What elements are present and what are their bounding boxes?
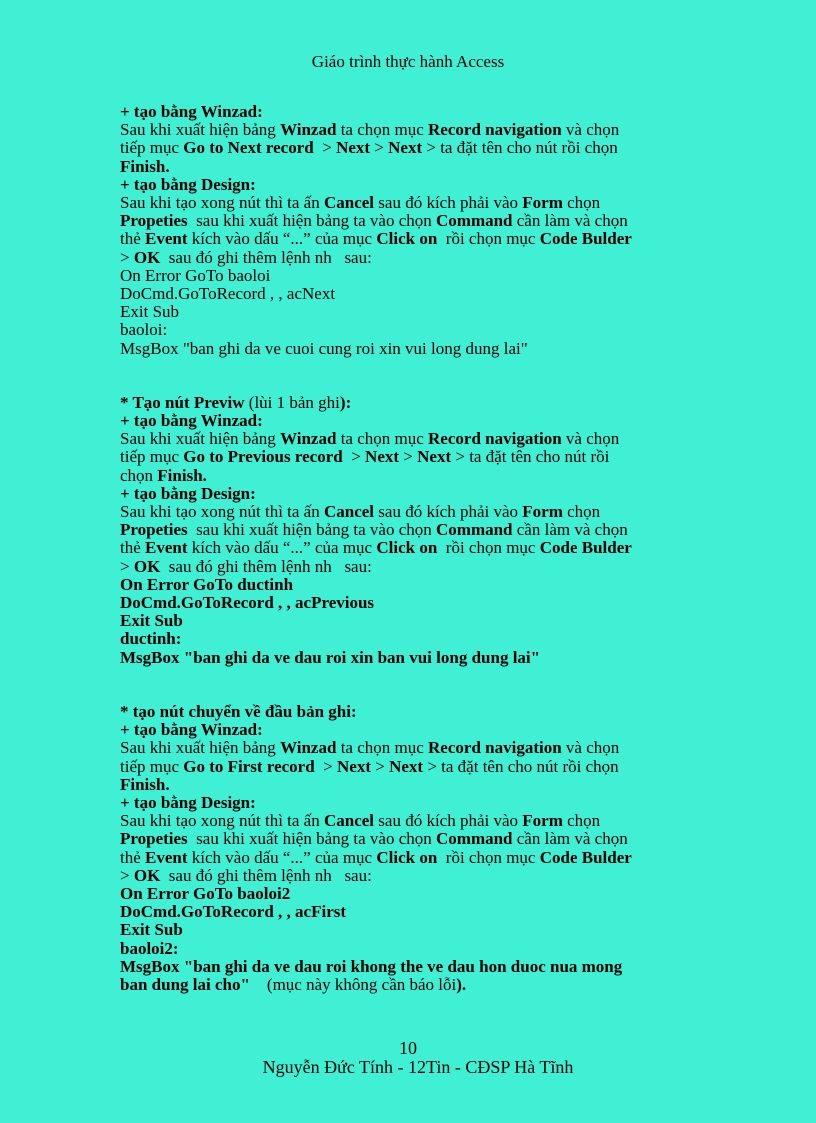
text-segment: Finish. xyxy=(157,465,207,485)
text-segment: và chọn xyxy=(561,429,620,449)
text-segment: Finish. xyxy=(120,774,170,794)
text-segment: sau khi xuất hiện bảng ta vào chọn xyxy=(187,829,436,849)
footer-separator: - xyxy=(393,1057,409,1077)
text-segment: Code Bulder xyxy=(539,538,632,558)
text-line xyxy=(120,303,700,321)
text-segment: và chọn xyxy=(561,120,620,140)
text-line xyxy=(120,249,700,267)
text-segment: Next xyxy=(388,138,423,158)
text-line xyxy=(120,430,700,448)
text-line xyxy=(120,158,700,176)
text-segment: Go to Next record xyxy=(183,138,314,158)
text-segment: * tạo nút chuyển về đầu bản ghi: xyxy=(120,701,357,721)
text-segment: baoloi2: xyxy=(120,938,179,958)
text-line xyxy=(120,630,700,648)
text-line xyxy=(120,649,700,667)
text-line xyxy=(120,285,700,303)
text-segment: OK xyxy=(133,556,161,576)
text-segment: thẻ xyxy=(120,229,146,249)
text-segment: Next xyxy=(365,447,400,467)
page-header: Giáo trình thực hành Access xyxy=(311,52,505,71)
text-segment: Record navigation xyxy=(428,120,562,140)
text-segment: rồi chọn mục xyxy=(437,229,540,249)
text-line xyxy=(120,921,700,939)
text-segment: Record navigation xyxy=(428,429,562,449)
text-segment: Form xyxy=(522,811,563,831)
text-segment: và chọn xyxy=(561,738,620,758)
text-segment: Winzad xyxy=(280,738,337,758)
text-line xyxy=(120,849,700,867)
text-segment: On Error GoTo baoloi xyxy=(120,265,271,285)
text-segment: Sau khi xuất hiện bảng xyxy=(120,429,281,449)
text-line xyxy=(120,176,700,194)
text-line xyxy=(120,794,700,812)
text-segment: On Error GoTo ductinh xyxy=(120,574,294,594)
text-line xyxy=(120,885,700,903)
text-line xyxy=(120,267,700,285)
text-line xyxy=(120,521,700,539)
text-segment: DoCmd.GoToRecord , , acNext xyxy=(120,284,336,304)
text-line xyxy=(120,448,700,466)
text-line xyxy=(120,139,700,157)
text-segment: tiếp mục xyxy=(120,138,184,158)
text-segment: kích vào dấu “...” của mục xyxy=(187,538,377,558)
text-segment: thẻ xyxy=(120,847,146,867)
text-segment: kích vào dấu “...” của mục xyxy=(187,847,377,867)
text-segment: ta chọn mục xyxy=(336,738,429,758)
text-segment: ta chọn mục xyxy=(336,120,429,140)
text-segment: chọn xyxy=(120,465,158,485)
text-line xyxy=(120,703,700,721)
text-segment: Sau khi xuất hiện bảng xyxy=(120,120,281,140)
text-line xyxy=(120,121,700,139)
text-segment: Click on xyxy=(376,847,438,867)
text-line xyxy=(120,776,700,794)
text-segment: + tạo bằng Design: xyxy=(120,483,256,503)
text-segment: Click on xyxy=(376,538,438,558)
text-line xyxy=(120,503,700,521)
text-segment: > xyxy=(120,247,134,267)
text-segment: Command xyxy=(436,829,513,849)
text-segment: chọn xyxy=(562,502,601,522)
text-segment: kích vào dấu “...” của mục xyxy=(187,229,377,249)
text-line xyxy=(120,867,700,885)
text-segment: Command xyxy=(436,211,513,231)
text-line xyxy=(120,539,700,557)
text-segment: rồi chọn mục xyxy=(437,538,540,558)
text-segment: + tạo bằng Design: xyxy=(120,174,256,194)
text-segment: > xyxy=(120,556,134,576)
text-segment: MsgBox "ban ghi da ve dau roi khong the ve dau hon duoc nua mong xyxy=(120,956,623,976)
text-segment: Propeties xyxy=(120,829,188,849)
page-footer xyxy=(0,1057,816,1078)
text-segment: (lùi 1 bản ghi xyxy=(244,392,340,412)
text-segment: + tạo bằng Design: xyxy=(120,792,256,812)
text-line xyxy=(120,230,700,248)
text-segment: Propeties xyxy=(120,520,188,540)
text-segment: chọn xyxy=(562,193,601,213)
text-segment: chọn xyxy=(562,811,601,831)
text-segment: MsgBox "ban ghi da ve cuoi cung roi xin vui long dung lai" xyxy=(120,338,528,358)
text-segment: Cancel xyxy=(323,193,375,213)
text-segment: cần làm và chọn xyxy=(512,520,628,540)
text-segment: On Error GoTo baoloi2 xyxy=(120,883,291,903)
text-segment: Winzad xyxy=(280,120,337,140)
text-segment: sau đó kích phải vào xyxy=(374,193,523,213)
text-segment: sau khi xuất hiện bảng ta vào chọn xyxy=(187,520,436,540)
text-segment: Record navigation xyxy=(428,738,562,758)
text-line xyxy=(120,739,700,757)
text-segment: > xyxy=(371,756,390,776)
text-segment: Next xyxy=(337,756,371,776)
text-line xyxy=(120,612,700,630)
text-line xyxy=(120,485,700,503)
text-segment: > xyxy=(313,138,337,158)
text-segment: Command xyxy=(436,520,513,540)
text-segment: Sau khi tạo xong nút thì ta ấn xyxy=(120,193,324,213)
text-line xyxy=(120,576,700,594)
text-segment: ). xyxy=(456,974,467,994)
section-gap xyxy=(120,667,700,703)
text-segment: OK xyxy=(133,247,161,267)
section-1 xyxy=(120,103,700,358)
text-segment: Cancel xyxy=(323,811,375,831)
text-segment: Event xyxy=(145,538,188,558)
text-segment: > xyxy=(314,756,338,776)
section-gap xyxy=(120,358,700,394)
text-segment: baoloi: xyxy=(120,320,168,340)
text-segment: > ta đặt tên cho nút rồi chọn xyxy=(422,138,618,158)
text-segment: Code Bulder xyxy=(539,229,632,249)
text-segment: Form xyxy=(522,502,563,522)
text-segment: Event xyxy=(145,229,188,249)
text-segment: Exit Sub xyxy=(120,611,183,631)
text-segment: Finish. xyxy=(120,156,170,176)
text-segment: Code Bulder xyxy=(539,847,632,867)
text-segment: Sau khi tạo xong nút thì ta ấn xyxy=(120,811,324,831)
text-segment: OK xyxy=(133,865,161,885)
text-segment: + tạo bằng Winzad: xyxy=(120,102,263,121)
section-3 xyxy=(120,703,700,994)
text-line xyxy=(120,976,700,994)
text-line xyxy=(120,721,700,739)
author-name: Nguyễn Đức Tính xyxy=(262,1057,394,1077)
text-line xyxy=(120,194,700,212)
text-segment: > xyxy=(342,447,366,467)
text-segment: > xyxy=(120,865,134,885)
text-segment: sau đó ghi thêm lệnh nh sau: xyxy=(160,556,372,576)
text-segment: Propeties xyxy=(120,211,188,231)
text-segment: sau đó kích phải vào xyxy=(374,502,523,522)
text-line xyxy=(120,958,700,976)
text-segment: > xyxy=(399,447,418,467)
section-2 xyxy=(120,394,700,667)
text-segment: Cancel xyxy=(323,502,375,522)
text-line xyxy=(120,558,700,576)
text-segment: sau đó ghi thêm lệnh nh sau: xyxy=(160,865,372,885)
text-segment: sau đó ghi thêm lệnh nh sau: xyxy=(160,247,372,267)
text-segment: cần làm và chọn xyxy=(512,211,628,231)
text-segment: ban dung lai cho" xyxy=(120,974,250,994)
footer-org: 12Tin - CĐSP Hà Tĩnh xyxy=(408,1057,574,1077)
text-segment: > ta đặt tên cho nút rồi chọn xyxy=(423,756,619,776)
text-line xyxy=(120,940,700,958)
text-segment: Exit Sub xyxy=(120,920,183,940)
text-segment: Sau khi xuất hiện bảng xyxy=(120,738,281,758)
text-segment: MsgBox "ban ghi da ve dau roi xin ban vui long dung lai" xyxy=(120,647,541,667)
text-segment: tiếp mục xyxy=(120,756,184,776)
text-segment: sau khi xuất hiện bảng ta vào chọn xyxy=(187,211,436,231)
text-segment: ductinh: xyxy=(120,629,182,649)
text-segment: Winzad xyxy=(280,429,337,449)
text-segment: DoCmd.GoToRecord , , acFirst xyxy=(120,902,347,922)
text-line xyxy=(120,594,700,612)
text-line xyxy=(120,467,700,485)
text-line xyxy=(120,812,700,830)
text-segment: rồi chọn mục xyxy=(437,847,540,867)
text-segment: Exit Sub xyxy=(120,302,180,322)
text-segment: Next xyxy=(389,756,424,776)
text-segment: > xyxy=(370,138,389,158)
page-number: 10 xyxy=(399,1038,417,1058)
text-line xyxy=(120,103,700,121)
text-segment: Next xyxy=(336,138,371,158)
text-line xyxy=(120,412,700,430)
text-segment: Form xyxy=(522,193,563,213)
text-segment: Event xyxy=(145,847,188,867)
text-segment: Go to First record xyxy=(183,756,315,776)
text-segment: + tạo bằng Winzad: xyxy=(120,411,263,431)
text-segment: DoCmd.GoToRecord , , acPrevious xyxy=(120,593,375,613)
text-line xyxy=(120,758,700,776)
text-segment: Click on xyxy=(376,229,438,249)
text-line xyxy=(120,321,700,339)
text-segment: Sau khi tạo xong nút thì ta ấn xyxy=(120,502,324,522)
text-segment: sau đó kích phải vào xyxy=(374,811,523,831)
text-segment: thẻ xyxy=(120,538,146,558)
text-segment: cần làm và chọn xyxy=(512,829,628,849)
text-line xyxy=(120,394,700,412)
text-segment: > ta đặt tên cho nút rồi xyxy=(451,447,610,467)
text-segment: * Tạo nút Previw xyxy=(120,392,245,412)
text-line xyxy=(120,340,700,358)
text-line xyxy=(120,830,700,848)
text-line xyxy=(120,903,700,921)
text-segment: + tạo bằng Winzad: xyxy=(120,720,263,740)
document-body xyxy=(120,103,700,994)
text-segment: Next xyxy=(417,447,452,467)
text-segment: ): xyxy=(339,392,352,412)
text-segment: (mục này không cần báo lỗi xyxy=(249,974,457,994)
text-segment: ta chọn mục xyxy=(336,429,429,449)
text-segment: Go to Previous record xyxy=(183,447,343,467)
text-segment: tiếp mục xyxy=(120,447,184,467)
text-line xyxy=(120,212,700,230)
